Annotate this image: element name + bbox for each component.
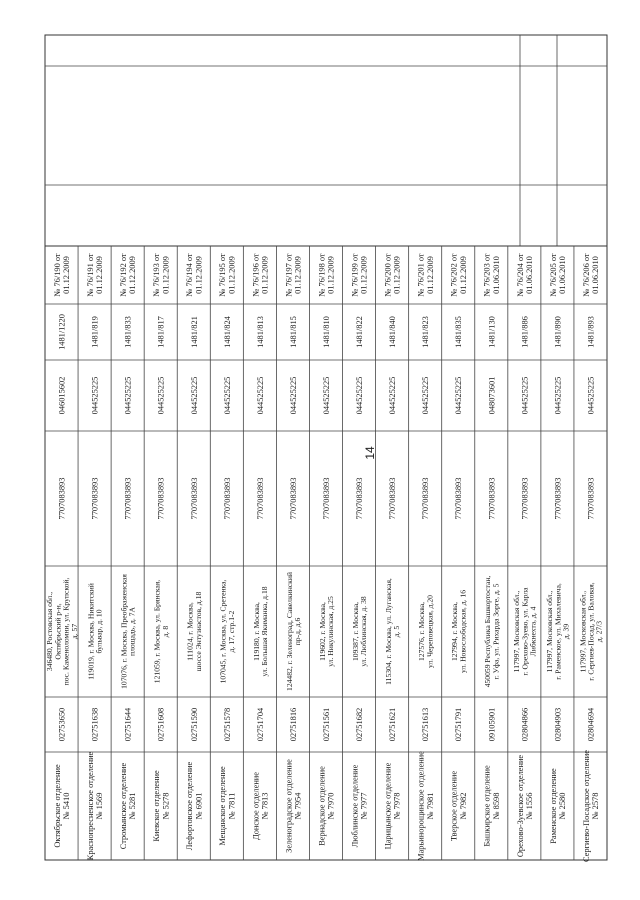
branch-code-cell bbox=[421, 708, 430, 742]
branch-cell-line: Тверское отделение bbox=[449, 770, 459, 842]
decision-cell-line: № 76/206 от bbox=[581, 253, 591, 297]
inn-cell-line: 7707083893 bbox=[156, 477, 166, 520]
inn-cell bbox=[520, 478, 529, 520]
decision-cell-line: № 76/190 от bbox=[52, 253, 62, 297]
branch-code-cell-line: 02753650 bbox=[57, 707, 67, 742]
inn-cell-line: 7707083893 bbox=[421, 477, 431, 520]
branch-code-cell bbox=[190, 708, 199, 742]
branch-code-cell bbox=[124, 707, 133, 741]
inn-cell bbox=[553, 478, 562, 520]
branch-cell-line: Октябрьское отделение bbox=[52, 764, 62, 848]
address-cell-line: 117997, Московская обл., bbox=[578, 590, 588, 673]
decision-cell bbox=[384, 253, 402, 297]
registration-number-cell-line: 1481/810 bbox=[322, 316, 331, 348]
address-cell-line: д. 39 bbox=[561, 623, 571, 640]
branch-cell-line: № 8598 bbox=[491, 792, 501, 820]
branch-code-cell bbox=[454, 708, 463, 742]
bik-cell bbox=[553, 377, 562, 415]
decision-cell bbox=[251, 253, 269, 297]
inn-cell-line: 7707083893 bbox=[189, 477, 199, 520]
decision-cell bbox=[218, 253, 236, 297]
address-cell-line: д. 8 bbox=[160, 625, 170, 638]
bik-cell bbox=[587, 377, 596, 415]
branch-code-cell-line: 02751621 bbox=[388, 707, 398, 742]
address-cell bbox=[483, 576, 500, 688]
branch-cell-line: № 7970 bbox=[326, 792, 336, 820]
address-cell-line: 124482, г. Зеленоград, Савелкинский bbox=[284, 572, 294, 691]
inn-cell bbox=[355, 478, 364, 520]
registration-number-cell bbox=[520, 316, 529, 348]
branch-cell-line: Марьинорощинское отделение bbox=[416, 751, 426, 861]
bik-cell bbox=[157, 377, 166, 415]
registration-number-cell bbox=[58, 314, 67, 350]
bik-cell bbox=[223, 377, 232, 415]
branch-code-cell-line: 02751644 bbox=[123, 707, 133, 742]
bik-cell bbox=[124, 377, 133, 415]
registration-number-cell bbox=[553, 316, 562, 348]
decision-cell-line: 01.06.2010 bbox=[525, 256, 534, 294]
bik-cell-line: 044525225 bbox=[454, 376, 464, 415]
address-cell-line: Либкнехта, д. 4 bbox=[528, 606, 538, 657]
bik-cell-line: 044525225 bbox=[255, 376, 265, 415]
address-cell-line: д. 27/3 bbox=[594, 620, 604, 643]
bik-cell-line: 044525225 bbox=[156, 376, 166, 415]
branch-cell-line: Киевское отделение bbox=[152, 770, 162, 842]
address-cell-line: 115304, г. Москва, ул. Луганская, bbox=[384, 578, 393, 685]
bik-cell-line: 046015602 bbox=[57, 376, 67, 415]
branch-code-cell bbox=[289, 708, 298, 742]
address-cell-line: г. Раменское, ул. Михалевича, bbox=[553, 583, 563, 680]
bik-cell-line: 044525225 bbox=[520, 376, 530, 415]
inn-cell bbox=[421, 478, 430, 520]
branch-cell-line: № 7981 bbox=[425, 792, 435, 820]
inn-cell-line: 7707083893 bbox=[454, 477, 464, 520]
branch-cell-line: Вернадское отделение bbox=[317, 766, 327, 846]
decision-cell bbox=[86, 253, 104, 297]
bik-cell-line: 044525225 bbox=[189, 376, 199, 415]
address-cell-line: 107045, г. Москва, ул. Сретенка, bbox=[218, 579, 228, 684]
decision-cell-line: № 76/196 от bbox=[251, 253, 261, 297]
decision-cell-line: № 76/201 от bbox=[416, 253, 426, 297]
address-cell-line: пр-д, д.6 bbox=[293, 617, 302, 646]
address-cell bbox=[450, 590, 467, 673]
registration-number-cell-line: 1481/824 bbox=[222, 316, 232, 348]
registration-number-cell bbox=[91, 316, 100, 348]
bik-cell-line: 044525225 bbox=[553, 376, 563, 415]
page-number: 14 bbox=[363, 446, 377, 460]
branch-code-cell-line: 02751613 bbox=[421, 707, 431, 742]
bik-cell-line: 044525225 bbox=[222, 376, 232, 415]
registration-number-cell-line: 1481/815 bbox=[288, 316, 298, 348]
address-cell-line: 117997, Московская обл., bbox=[545, 590, 555, 673]
registration-number-cell-line: 1481/821 bbox=[189, 316, 199, 348]
decision-cell bbox=[119, 253, 137, 297]
branch-cell-line: № 5278 bbox=[161, 792, 171, 820]
decision-cell-line: 01.12.2009 bbox=[62, 256, 72, 294]
address-cell-line: 117997, Московская обл., bbox=[512, 590, 522, 673]
registration-number-cell-line: 1481/835 bbox=[454, 316, 464, 348]
decision-cell bbox=[582, 253, 600, 297]
branch-cell-line: № 7977 bbox=[359, 792, 369, 820]
registration-number-cell-line: 1481/833 bbox=[123, 316, 133, 348]
branch-cell-line: № 7813 bbox=[260, 792, 270, 820]
decision-cell bbox=[516, 253, 534, 297]
registration-number-cell bbox=[454, 316, 463, 348]
bik-cell-line: 044525225 bbox=[586, 376, 596, 415]
inn-cell-line: 7707083893 bbox=[57, 477, 67, 520]
address-cell bbox=[186, 592, 203, 672]
branch-code-cell bbox=[223, 708, 232, 742]
address-cell bbox=[417, 595, 434, 668]
branch-cell-line: Царицынское отделение bbox=[383, 762, 393, 850]
registration-number-cell-line: 1481/890 bbox=[553, 316, 563, 348]
registration-number-cell bbox=[256, 316, 265, 348]
bik-cell bbox=[487, 377, 496, 415]
decision-cell bbox=[483, 253, 501, 297]
bik-cell bbox=[388, 377, 397, 415]
bik-cell bbox=[454, 377, 463, 415]
decision-cell-line: 01.12.2009 bbox=[458, 256, 468, 294]
inn-cell bbox=[587, 478, 596, 520]
inn-cell-line: 7707083893 bbox=[388, 477, 398, 520]
registration-number-cell-line: 1481/813 bbox=[255, 316, 265, 348]
inn-cell bbox=[256, 478, 265, 520]
decision-cell-line: 01.06.2010 bbox=[491, 256, 501, 294]
decision-cell bbox=[185, 253, 203, 297]
registration-number-cell-line: 1481/886 bbox=[520, 316, 530, 348]
branch-cell-line: № 6901 bbox=[194, 792, 204, 820]
address-cell-line: 109387, г. Москва, bbox=[351, 602, 360, 661]
decision-cell-line: № 76/191 от bbox=[86, 253, 95, 297]
registration-number-cell bbox=[223, 315, 232, 347]
address-cell-line: д. 17, стр.1-2 bbox=[226, 610, 236, 653]
decision-cell-line: 01.12.2009 bbox=[227, 256, 237, 294]
bik-cell-line: 044525225 bbox=[322, 376, 331, 415]
branch-code-cell-line: 02804903 bbox=[553, 707, 563, 742]
branch-cell-line: Краснопресненское отделение bbox=[86, 751, 95, 861]
decision-cell-line: 01.12.2009 bbox=[392, 256, 402, 294]
bik-cell-line: 044525225 bbox=[123, 376, 133, 415]
decision-cell-line: 01.12.2009 bbox=[293, 256, 303, 294]
address-cell-line: д. 57 bbox=[69, 623, 79, 640]
branch-code-cell bbox=[322, 708, 331, 742]
address-cell-line: г. Сергиев-Посад, ул. Валовая, bbox=[586, 582, 596, 681]
bik-cell bbox=[91, 377, 100, 415]
decision-cell-line: № 76/198 от bbox=[317, 253, 327, 297]
branch-code-cell bbox=[58, 708, 67, 742]
decision-cell bbox=[317, 253, 335, 297]
decision-cell-line: 01.12.2009 bbox=[359, 256, 369, 294]
address-cell-line: 119019, г. Москва, Никитский bbox=[86, 583, 96, 680]
inn-cell bbox=[289, 478, 298, 520]
branch-cell-line: Башкирское отделение bbox=[482, 765, 492, 847]
registration-number-cell bbox=[355, 316, 364, 348]
registration-number-cell-line: 1481/822 bbox=[355, 316, 365, 348]
decision-cell-line: 01.06.2010 bbox=[591, 256, 601, 294]
branch-cell-line: № 2578 bbox=[591, 792, 601, 820]
registration-number-cell bbox=[421, 316, 430, 348]
branch-code-cell bbox=[587, 707, 596, 741]
branch-code-cell-line: 02751791 bbox=[454, 707, 464, 742]
decision-cell-line: № 76/200 от bbox=[383, 253, 393, 297]
branch-code-cell-line: 02804694 bbox=[586, 707, 596, 742]
address-cell bbox=[318, 596, 335, 667]
registration-number-cell-line: 1481/823 bbox=[421, 316, 431, 348]
bik-cell bbox=[355, 377, 364, 415]
branch-code-cell-line: 02751816 bbox=[288, 707, 298, 742]
branch-cell-line: Люблинское отделение bbox=[350, 764, 360, 848]
registration-number-cell-line: 1481/130 bbox=[487, 316, 497, 348]
branch-cell-line: № 1569 bbox=[95, 792, 105, 820]
inn-cell-line: 7707083893 bbox=[322, 477, 331, 520]
branch-cell-line: № 2580 bbox=[558, 792, 567, 820]
decision-cell bbox=[549, 253, 567, 297]
bik-cell bbox=[256, 377, 265, 415]
decision-cell-line: 01.12.2009 bbox=[260, 256, 270, 294]
inn-cell bbox=[223, 478, 232, 520]
registration-number-cell bbox=[124, 316, 133, 348]
branch-cell-line: Раменское отделение bbox=[548, 768, 558, 844]
branch-code-cell-line: 02751590 bbox=[189, 707, 199, 742]
decision-cell bbox=[450, 253, 468, 297]
address-cell-line: ул. Люблинская, д. 38 bbox=[359, 596, 369, 667]
bik-cell bbox=[322, 377, 331, 415]
registration-number-cell bbox=[190, 316, 199, 348]
branch-cell-line: Сергиево-Посадское отделение bbox=[581, 750, 591, 862]
branch-code-cell-line: 02751704 bbox=[255, 707, 265, 742]
address-cell-line: 450059 Республика Башкортостан, bbox=[483, 575, 493, 688]
inn-cell bbox=[388, 478, 397, 520]
branch-cell-line: № 1556 bbox=[525, 792, 534, 820]
decision-cell-line: № 76/194 от bbox=[185, 253, 195, 297]
inn-cell-line: 7707083893 bbox=[553, 477, 563, 520]
address-cell-line: 346480, Ростовская обл., bbox=[45, 591, 55, 672]
branch-cell-line: № 7978 bbox=[392, 792, 402, 820]
decision-cell-line: 01.12.2009 bbox=[95, 256, 105, 294]
bik-cell bbox=[421, 377, 430, 415]
branch-cell-line: № 7811 bbox=[227, 792, 237, 820]
branch-code-cell-line: 02751638 bbox=[90, 707, 100, 742]
decision-cell-line: № 76/202 от bbox=[449, 253, 459, 297]
address-cell-line: ул. Череповецкая, д.20 bbox=[425, 595, 435, 668]
inn-cell bbox=[91, 478, 100, 520]
inn-cell bbox=[322, 478, 331, 520]
branch-code-cell-line: 02751682 bbox=[355, 707, 365, 742]
address-cell-line: шоссе Энтузиастов, д.18 bbox=[193, 591, 203, 672]
branch-code-cell-line: 02751608 bbox=[156, 707, 166, 742]
decision-cell bbox=[284, 253, 302, 297]
decision-cell-line: 01.12.2009 bbox=[326, 256, 336, 294]
registration-number-cell-line: 1481/840 bbox=[388, 316, 398, 348]
inn-cell-line: 7707083893 bbox=[355, 477, 365, 520]
address-cell-line: 111024, г. Москва, bbox=[185, 602, 195, 661]
branch-code-cell-line: 02804866 bbox=[520, 707, 530, 742]
inn-cell-line: 7707083893 bbox=[90, 477, 100, 520]
address-cell-line: 119180, г. Москва, bbox=[251, 602, 261, 661]
bik-cell bbox=[58, 377, 67, 415]
registration-number-cell bbox=[289, 316, 298, 348]
branch-cell-line: Донское отделение bbox=[251, 771, 261, 841]
decision-cell-line: № 76/204 от bbox=[515, 253, 525, 297]
address-cell-line: г. Орехово-Зуево, ул. Карла bbox=[520, 587, 530, 676]
branch-code-cell bbox=[256, 707, 265, 741]
inn-cell bbox=[190, 478, 199, 520]
bik-cell bbox=[520, 377, 529, 415]
decision-cell-line: 01.12.2009 bbox=[425, 256, 435, 294]
branch-code-cell bbox=[355, 708, 364, 742]
inn-cell-line: 7707083893 bbox=[487, 477, 497, 520]
decision-cell bbox=[152, 253, 170, 297]
branch-cell-line: № 5281 bbox=[128, 792, 138, 820]
address-cell-line: Октябрьский р-н, bbox=[53, 603, 63, 660]
branch-cell-line: № 7982 bbox=[458, 792, 468, 820]
bik-cell-line: 048073601 bbox=[487, 376, 497, 415]
address-cell-line: ул. Никулинская, д.25 bbox=[326, 596, 336, 667]
branch-code-cell bbox=[91, 708, 100, 742]
decision-cell-line: 01.12.2009 bbox=[194, 256, 204, 294]
inn-cell bbox=[124, 478, 133, 520]
registration-number-cell bbox=[587, 316, 596, 348]
registration-number-cell bbox=[322, 316, 331, 348]
address-cell bbox=[351, 596, 368, 667]
branch-cell-line: Мещанское отделение bbox=[218, 766, 228, 846]
address-cell-line: г. Уфа, ул. Рихарда Зорге, д. 5 bbox=[491, 583, 501, 680]
inn-cell-line: 7707083893 bbox=[123, 477, 133, 520]
branch-cell-line: Стромынское отделение bbox=[119, 762, 128, 850]
branch-code-cell-line: 09105901 bbox=[487, 707, 497, 742]
decision-cell-line: № 76/192 от bbox=[119, 253, 128, 297]
address-cell-line: д. 5 bbox=[392, 625, 402, 638]
inn-cell bbox=[487, 478, 496, 520]
bik-cell-line: 044525225 bbox=[421, 376, 431, 415]
decision-cell bbox=[53, 253, 71, 297]
address-cell-line: пос. Каменоломни, ул. Крупской, bbox=[61, 577, 71, 686]
registration-number-cell-line: 1481/893 bbox=[586, 316, 596, 348]
branch-cell-line: Орехово-Зуевское отделение bbox=[515, 754, 525, 858]
inn-cell-line: 7707083893 bbox=[255, 477, 265, 520]
branch-cell-line: № 5410 bbox=[62, 792, 72, 820]
branch-code-cell bbox=[487, 708, 496, 742]
registration-number-cell bbox=[487, 316, 496, 348]
branch-cell-line: № 7954 bbox=[293, 792, 303, 820]
bik-cell-line: 044525225 bbox=[90, 376, 100, 415]
bik-cell-line: 044525225 bbox=[355, 376, 365, 415]
registration-number-cell-line: 1481/819 bbox=[90, 316, 100, 348]
decision-cell-line: 01.12.2009 bbox=[128, 256, 138, 294]
branch-cell-line: Лефортовское отделение bbox=[185, 761, 195, 851]
registration-number-cell bbox=[388, 316, 397, 348]
branch-cell-line: Зеленоградское отделение bbox=[284, 759, 294, 853]
inn-cell-line: 7707083893 bbox=[288, 477, 298, 520]
address-cell-line: 119602, г. Москва, bbox=[317, 602, 327, 661]
address-cell-line: 121059, г. Москва, ул. Брянская, bbox=[152, 579, 162, 684]
branch-code-cell-line: 02751561 bbox=[322, 707, 331, 742]
branch-code-cell bbox=[553, 708, 562, 742]
registration-number-cell-line: 1481/1220 bbox=[57, 314, 67, 350]
bik-cell-line: 044525225 bbox=[388, 376, 398, 415]
inn-cell bbox=[157, 478, 166, 520]
decision-cell bbox=[417, 253, 435, 297]
decision-cell-line: 01.06.2010 bbox=[558, 256, 567, 294]
registration-number-cell-line: 1481/817 bbox=[156, 316, 166, 348]
branch-code-cell-line: 02751578 bbox=[222, 707, 232, 742]
decision-cell-line: 01.12.2009 bbox=[161, 256, 171, 294]
decision-cell-line: № 76/197 от bbox=[284, 253, 294, 297]
bik-cell bbox=[190, 377, 199, 415]
decision-cell bbox=[351, 253, 369, 297]
address-cell-line: площадь, д. 7А bbox=[127, 607, 137, 656]
decision-cell-line: № 76/203 от bbox=[482, 253, 492, 297]
decision-cell-line: № 76/205 от bbox=[548, 253, 558, 297]
address-cell-line: ул. Большая Якиманка, д.18 bbox=[260, 586, 269, 677]
address-cell-line: 127576, г. Москва, bbox=[417, 602, 427, 661]
inn-cell-line: 7707083893 bbox=[520, 477, 530, 520]
decision-cell-line: № 76/195 от bbox=[218, 253, 228, 297]
address-cell-line: 127994, г. Москва, bbox=[450, 602, 460, 661]
address-cell-line: ул. Новослободская, д. 16 bbox=[458, 590, 468, 673]
inn-cell-line: 7707083893 bbox=[586, 477, 596, 520]
inn-cell-line: 7707083893 bbox=[222, 477, 232, 520]
branch-code-cell bbox=[520, 708, 529, 742]
branch-code-cell bbox=[157, 708, 166, 742]
inn-cell bbox=[454, 478, 463, 520]
decision-cell-line: № 76/199 от bbox=[350, 253, 360, 297]
address-cell-line: бульвар, д. 10 bbox=[94, 609, 104, 654]
address-cell-line: 107076, г. Москва, Преображенская bbox=[119, 574, 129, 689]
bik-cell bbox=[289, 377, 298, 415]
branch-code-cell bbox=[388, 708, 397, 742]
decision-cell-line: № 76/193 от bbox=[152, 253, 162, 297]
registration-number-cell bbox=[157, 316, 166, 348]
inn-cell bbox=[58, 478, 67, 520]
bik-cell-line: 044525225 bbox=[288, 376, 298, 415]
